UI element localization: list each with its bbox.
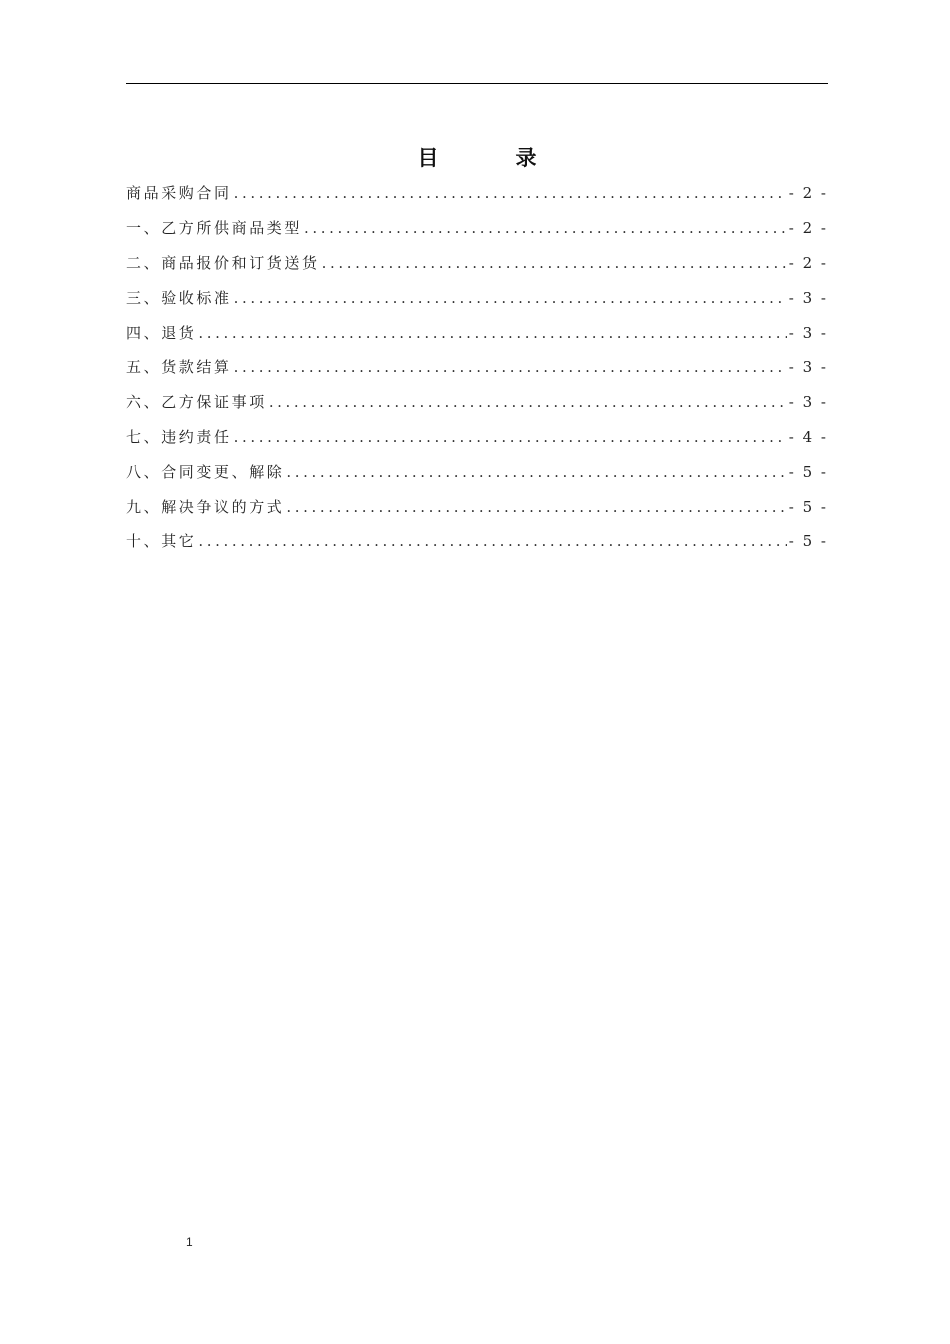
toc-dot-leader — [234, 357, 787, 377]
toc-entry-page[interactable]: - 5 - — [788, 462, 828, 481]
toc-dot-leader — [198, 531, 786, 551]
page-number: 1 — [186, 1235, 193, 1249]
toc-entry-label[interactable]: 五、货款结算 — [126, 358, 232, 377]
toc-entry[interactable] — [126, 280, 828, 315]
toc-entry-label[interactable]: 四、退货 — [126, 323, 197, 342]
toc-entry[interactable] — [126, 489, 828, 524]
toc-dot-leader — [304, 218, 787, 238]
toc-entry-page[interactable]: - 2 - — [788, 184, 828, 203]
toc-entry-page[interactable]: - 4 - — [788, 427, 828, 446]
toc-entry-label[interactable]: 八、合同变更、解除 — [126, 462, 285, 481]
toc-entry-page[interactable]: - 3 - — [788, 288, 828, 307]
toc-entry-label[interactable]: 十、其它 — [126, 532, 197, 551]
toc-entry[interactable] — [126, 454, 828, 489]
toc-entry[interactable] — [126, 350, 828, 385]
toc-dot-leader — [322, 253, 787, 273]
toc-entry[interactable] — [126, 246, 828, 281]
table-of-contents — [126, 176, 828, 559]
toc-entry-page[interactable]: - 2 - — [788, 253, 828, 272]
toc-entry-page[interactable]: - 5 - — [788, 532, 828, 551]
toc-entry-label[interactable]: 一、乙方所供商品类型 — [126, 219, 303, 238]
toc-entry-label[interactable]: 七、违约责任 — [126, 427, 232, 446]
toc-entry[interactable] — [126, 315, 828, 350]
toc-dot-leader — [234, 183, 787, 203]
toc-entry[interactable] — [126, 211, 828, 246]
toc-entry-page[interactable]: - 3 - — [788, 358, 828, 377]
toc-entry[interactable] — [126, 524, 828, 559]
toc-entry-label[interactable]: 三、验收标准 — [126, 288, 232, 307]
toc-dot-leader — [234, 288, 787, 308]
toc-entry-label[interactable]: 二、商品报价和订货送货 — [126, 253, 320, 272]
toc-dot-leader — [234, 427, 787, 447]
toc-entry-page[interactable]: - 3 - — [788, 323, 828, 342]
toc-dot-leader — [269, 392, 787, 412]
toc-entry-page[interactable]: - 3 - — [788, 393, 828, 412]
toc-entry-label[interactable]: 六、乙方保证事项 — [126, 393, 267, 412]
toc-entry-page[interactable]: - 2 - — [788, 219, 828, 238]
toc-dot-leader — [286, 462, 786, 482]
toc-entry-page[interactable]: - 5 - — [788, 497, 828, 516]
toc-title: 目 录 — [417, 146, 565, 170]
toc-dot-leader — [286, 497, 786, 517]
toc-entry[interactable] — [126, 420, 828, 455]
toc-entry-label[interactable]: 商品采购合同 — [126, 184, 232, 203]
toc-entry-label[interactable]: 九、解决争议的方式 — [126, 497, 285, 516]
toc-entry[interactable] — [126, 176, 828, 211]
header-rule — [126, 83, 828, 84]
toc-entry[interactable] — [126, 385, 828, 420]
toc-dot-leader — [198, 323, 786, 343]
